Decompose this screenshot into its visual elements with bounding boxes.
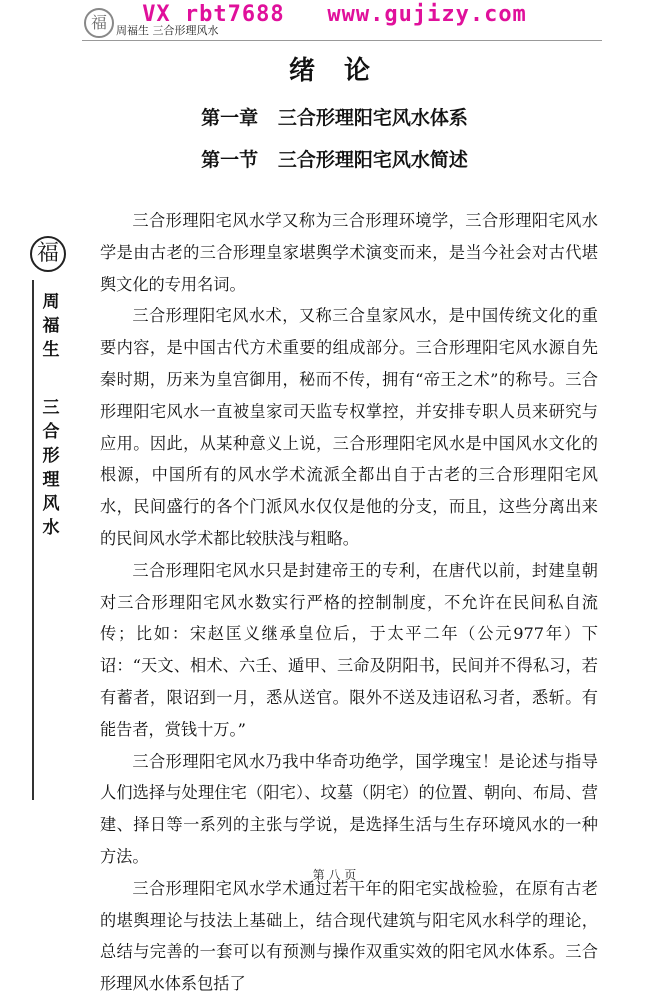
running-header: 周福生 三合形理风水 <box>116 24 219 37</box>
chapter-heading: 第一章 三合形理阳宅风水体系 <box>201 107 468 129</box>
paragraph: 三合形理阳宅风水乃我中华奇功绝学，国学瑰宝！是论述与指导人们选择与处理住宅（阳宅）、坟墓（阴宅）的位置、朝向、布局、营建、择日等一系列的主张与学说，是选择生活与生存环境风水的一种方法。 <box>100 751 598 866</box>
paragraph: 三合形理阳宅风水术，又称三合皇家风水，是中国传统文化的重要内容，是中国古代方术重要的组成部分。三合形理阳宅风水源自先秦时期，历来为皇宫御用，秘而不传，拥有“帝王之术”的称号。三合形理阳宅风水一直被皇家司天监专权掌控，并安排专职人员来研究与应用。因此，从某种意义上说，三合形理阳宅风水是中国风水文化的根源，中国所有的风水学术流派全都出自于古老的三合形理阳宅风水，民间盛行的各个门派风水仅仅是他的分支，而且，这些分离出来的民间风水学术都比较肤浅与粗略。 <box>100 306 598 548</box>
section-heading: 第一节 三合形理阳宅风水简述 <box>201 149 468 171</box>
sidebar-author: 周福生 <box>42 292 60 360</box>
watermark-text: VX rbt7688 www.gujizy.com <box>142 2 527 27</box>
paragraph: 三合形理阳宅风水只是封建帝王的专利，在唐代以前，封建皇朝对三合形理阳宅风水数实行严格的控制制度，不允许在民间私自流传；比如：宋赵匡义继承皇位后，于太平二年（公元977年）下诏：“天文、相术、六壬、遁甲、三命及阴阳书，民间并不得私习，若有蓄者，限诏到一月，悉从送官。限外不送及违诏私习者，悉斩。有能告者，赏钱十万。” <box>100 560 598 739</box>
header-seal-logo: 福 <box>84 8 114 38</box>
vertical-sidebar <box>26 236 70 540</box>
page-number: 第 八 页 <box>312 868 357 882</box>
header-divider <box>82 40 602 41</box>
page-title: 绪 论 <box>288 56 381 86</box>
paragraph: 三合形理阳宅风水学又称为三合形理环境学，三合形理阳宅风水学是由古老的三合形理皇家堪舆学术演变而来，是当今社会对古代堪舆文化的专用名词。 <box>100 211 598 294</box>
sidebar-seal-logo: 福 <box>30 236 66 272</box>
sidebar-book-title: 三合形理风水 <box>42 398 60 538</box>
sidebar-divider <box>32 280 34 800</box>
paragraph: 三合形理阳宅风水学术通过若干年的阳宅实战检验，在原有古老的堪舆理论与技法上基础上，结合现代建筑与阳宅风水科学的理论，总结与完善的一套可以有预测与操作双重实效的阳宅风水体系。三合形理风水体系包括了 <box>100 878 598 994</box>
